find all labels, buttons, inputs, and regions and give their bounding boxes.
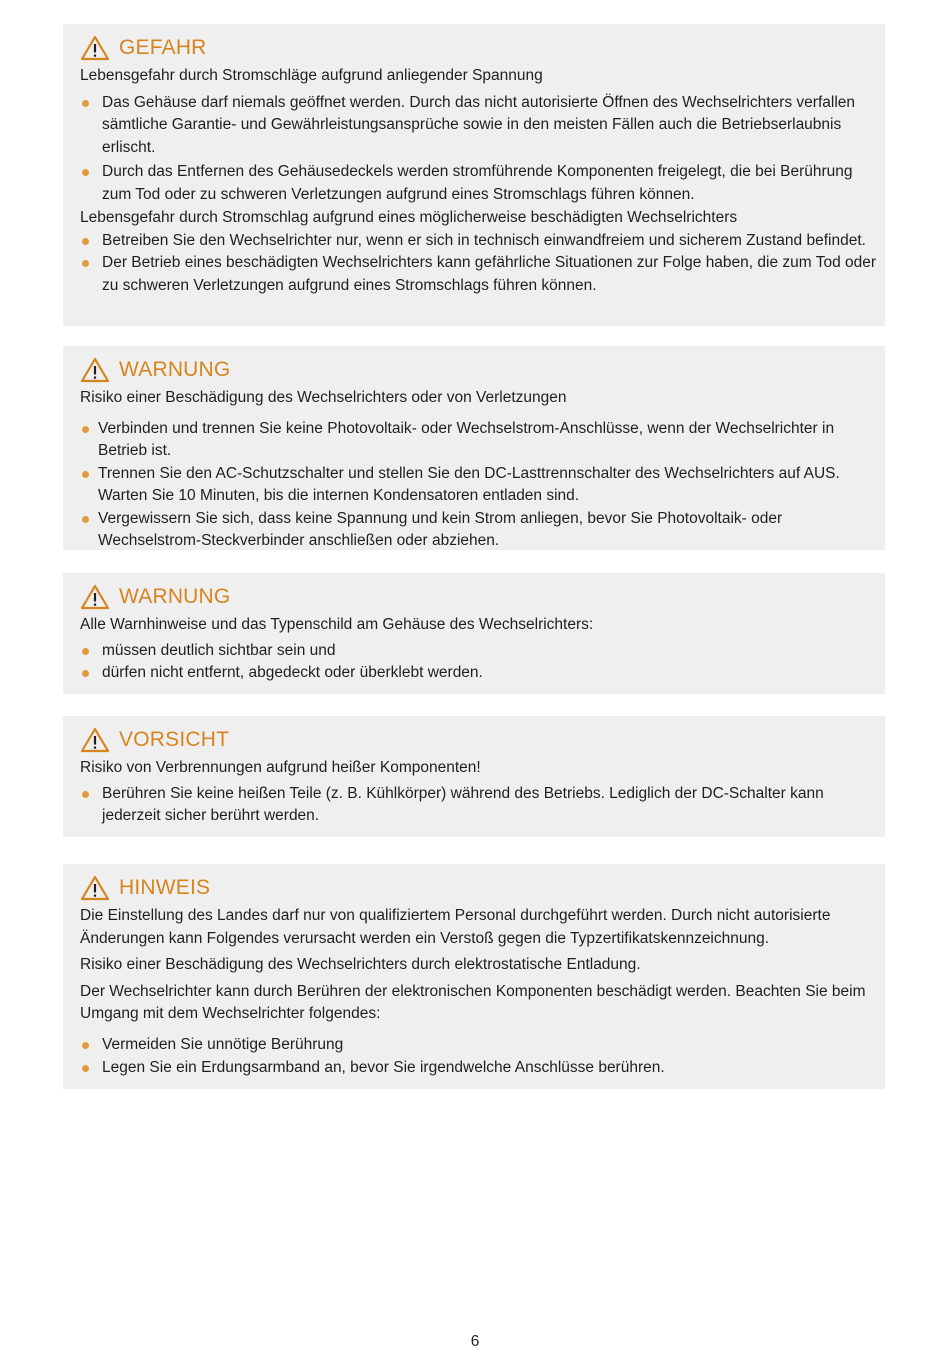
notice-paragraph: Alle Warnhinweise und das Typenschild am Gehäuse des Wechselrichters: [80, 616, 594, 633]
notice-bullet [80, 418, 877, 463]
bullet-dot-icon [82, 791, 89, 798]
caution-notice-box [63, 716, 885, 837]
bullet-text: Der Betrieb eines beschädigten Wechselrichters kann gefährliche Situationen zur Folge haben, die zum Tod oder zu schweren Verletzungen aufgrund eines Stromschlags führen können. [102, 254, 877, 294]
notice-title: GEFAHR [119, 36, 207, 59]
notice-bullet [80, 92, 877, 160]
bullet-dot-icon [82, 260, 89, 267]
bullet-text: Verbinden und trennen Sie keine Photovoltaik- oder Wechselstrom-Anschlüsse, wenn der Wechselrichter in Betrieb ist. [98, 419, 835, 459]
bullet-dot-icon [82, 670, 89, 677]
notice-bullet [80, 640, 877, 663]
bullet-text: Das Gehäuse darf niemals geöffnet werden. Durch das nicht autorisierte Öffnen des Wechselrichters verfallen sämtliche Garantie- und Gewährleistungsansprüche sowie in den meisten Fällen auch die Betriebserlaubnis erlischt. [102, 93, 856, 156]
bullet-dot-icon [82, 516, 89, 523]
notice-bullet [80, 230, 877, 253]
bullet-dot-icon [82, 648, 89, 655]
danger-notice-box [63, 24, 885, 326]
notice-bullet [80, 161, 877, 206]
notice-header [80, 876, 877, 900]
bullet-text: Berühren Sie keine heißen Teile (z. B. Kühlkörper) während des Betriebs. Lediglich der DC-Schalter kann jederzeit sicher berührt werden. [102, 784, 824, 824]
bullet-text: Betreiben Sie den Wechselrichter nur, wenn er sich in technisch einwandfreiem und sicherem Zustand befindet. [102, 231, 866, 249]
notice-title: WARNUNG [119, 585, 231, 608]
page-number: 6 [470, 1333, 480, 1350]
bullet-dot-icon [82, 238, 89, 245]
notice-bullet [80, 252, 877, 297]
bullet-text: Legen Sie ein Erdungsarmband an, bevor Sie irgendwelche Anschlüsse berühren. [102, 1059, 665, 1076]
notice-header [80, 585, 877, 609]
bullet-text: Durch das Entfernen des Gehäusedeckels werden stromführende Komponenten freigelegt, die bei Berührung zum Tod oder zu schweren Verletzungen aufgrund eines Stromschlags führen können. [102, 163, 853, 203]
notice-paragraph: Risiko von Verbrennungen aufgrund heißer Komponenten! [80, 759, 481, 776]
bullet-text: Vergewissern Sie sich, dass keine Spannung und kein Strom anliegen, bevor Sie Photovoltaik- oder Wechselstrom-Steckverbinder anschließen oder abziehen. [98, 509, 783, 549]
notice-paragraph: Risiko einer Beschädigung des Wechselrichters oder von Verletzungen [80, 389, 567, 406]
bullet-dot-icon [82, 471, 89, 478]
bullet-dot-icon [82, 426, 89, 433]
bullet-text: müssen deutlich sichtbar sein und [102, 641, 336, 659]
notice-header [80, 728, 877, 752]
notice-paragraph: Die Einstellung des Landes darf nur von qualifiziertem Personal durchgeführt werden. Durch nicht autorisierte Änderungen kann Folgendes verursacht werden ein Verstoß gegen die Typzertifikatskennzeichnung. [80, 907, 831, 947]
warning-triangle-icon [80, 727, 110, 753]
bullet-text: Trennen Sie den AC-Schutzschalter und stellen Sie den DC-Lasttrennschalter des Wechselrichters auf AUS. Warten Sie 10 Minuten, bis die internen Kondensatoren entladen sind. [98, 464, 840, 504]
warning-notice-box [63, 573, 885, 694]
bullet-dot-icon [82, 169, 89, 176]
notice-title: WARNUNG [119, 358, 231, 381]
notice-header [80, 36, 877, 60]
notice-paragraph: Der Wechselrichter kann durch Berühren der elektronischen Komponenten beschädigt werden. Beachten Sie beim Umgang mit dem Wechselrichter folgendes: [80, 982, 866, 1022]
notice-bullet [80, 463, 877, 508]
bullet-dot-icon [82, 1042, 89, 1049]
notice-paragraph: Lebensgefahr durch Stromschläge aufgrund anliegender Spannung [80, 67, 543, 84]
notice-bullet [80, 508, 877, 553]
bullet-text: Vermeiden Sie unnötige Berührung [102, 1035, 344, 1053]
warning-triangle-icon [80, 357, 110, 383]
warning-notice-box [63, 346, 885, 550]
notice-bullet [80, 1034, 877, 1057]
notice-bullet [80, 1057, 877, 1080]
warning-triangle-icon [80, 875, 110, 901]
bullet-text: dürfen nicht entfernt, abgedeckt oder überklebt werden. [102, 664, 483, 681]
bullet-dot-icon [82, 1065, 89, 1072]
notice-bullet [80, 662, 877, 685]
notice-paragraph: Lebensgefahr durch Stromschlag aufgrund eines möglicherweise beschädigten Wechselrichters [80, 209, 738, 226]
notice-bullet [80, 783, 877, 828]
notice-info-box [63, 864, 885, 1089]
warning-triangle-icon [80, 35, 110, 61]
notice-title: HINWEIS [119, 876, 211, 899]
warning-triangle-icon [80, 584, 110, 610]
notice-header [80, 358, 877, 382]
notice-title: VORSICHT [119, 728, 230, 751]
bullet-dot-icon [82, 100, 89, 107]
notice-paragraph: Risiko einer Beschädigung des Wechselrichters durch elektrostatische Entladung. [80, 956, 641, 973]
